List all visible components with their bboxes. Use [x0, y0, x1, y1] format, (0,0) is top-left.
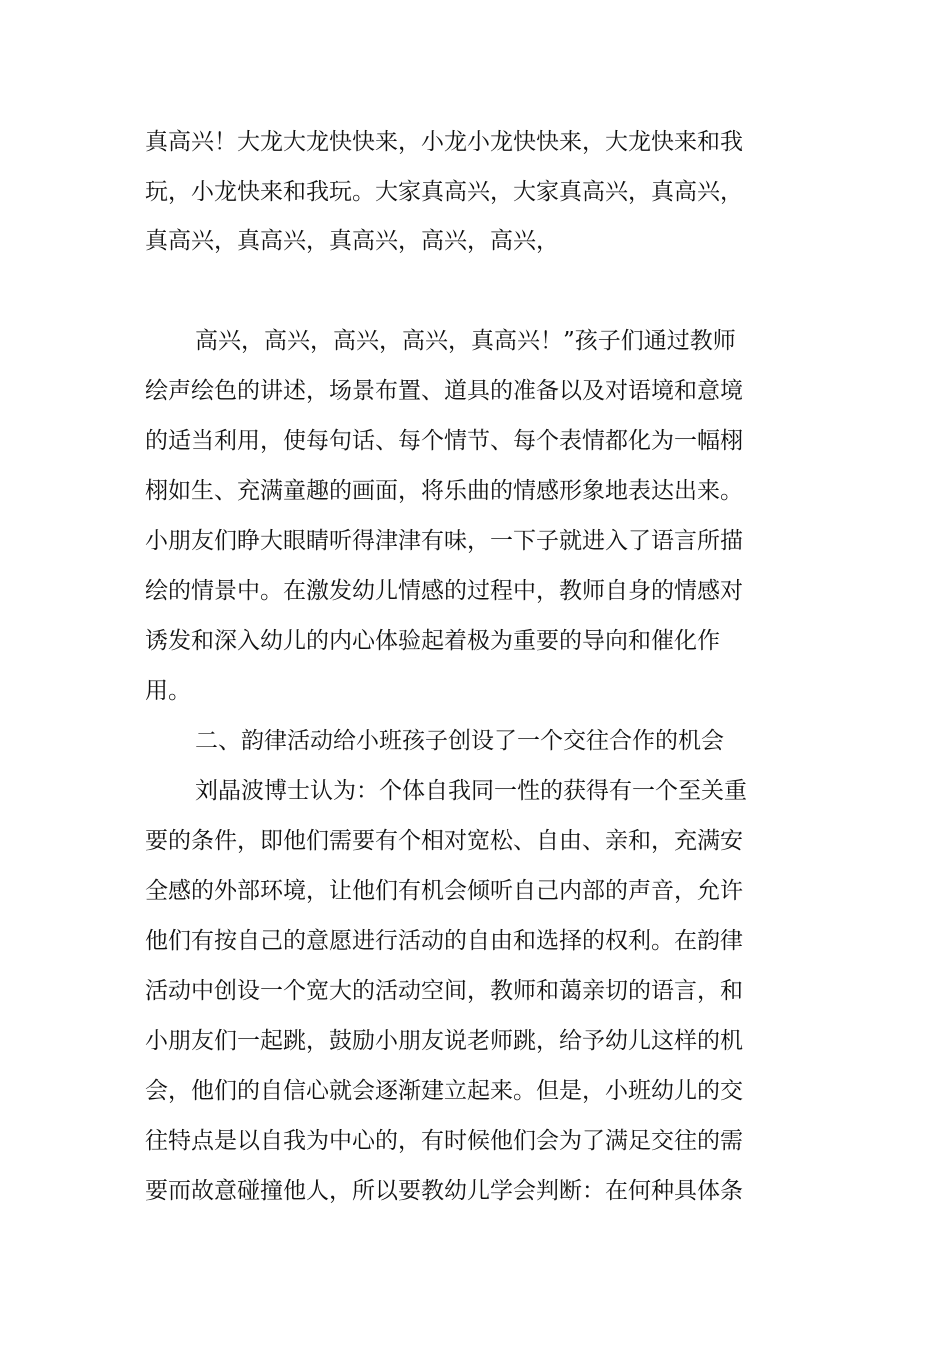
text-line: 玩，小龙快来和我玩。大家真高兴，大家真高兴，真高兴，	[145, 179, 743, 205]
text-line: 绘的情景中。在激发幼儿情感的过程中，教师自身的情感对	[145, 578, 743, 604]
text-line: 全感的外部环境，让他们有机会倾听自己内部的声音，允许	[145, 878, 743, 904]
text-line: 用。	[145, 678, 191, 704]
paragraph-first-line: 高兴，高兴，高兴，高兴，真高兴！”孩子们通过教师	[195, 328, 736, 354]
text-line: 小朋友们睁大眼睛听得津津有味，一下子就进入了语言所描	[145, 528, 743, 554]
text-line: 往特点是以自我为中心的，有时候他们会为了满足交往的需	[145, 1128, 743, 1154]
text-line: 活动中创设一个宽大的活动空间，教师和蔼亲切的语言，和	[145, 978, 743, 1004]
text-line: 会，他们的自信心就会逐渐建立起来。但是，小班幼儿的交	[145, 1078, 743, 1104]
text-line: 栩如生、充满童趣的画面，将乐曲的情感形象地表达出来。	[145, 478, 743, 504]
text-line: 真高兴，真高兴，真高兴，高兴，高兴，	[145, 228, 559, 254]
section-heading: 二、韵律活动给小班孩子创设了一个交往合作的机会	[195, 728, 724, 754]
text-line: 小朋友们一起跳，鼓励小朋友说老师跳，给予幼儿这样的机	[145, 1028, 743, 1054]
text-line: 他们有按自己的意愿进行活动的自由和选择的权利。在韵律	[145, 928, 743, 954]
paragraph-first-line: 刘晶波博士认为：个体自我同一性的获得有一个至关重	[195, 778, 747, 804]
text-line: 诱发和深入幼儿的内心体验起着极为重要的导向和催化作	[145, 628, 720, 654]
text-line: 的适当利用，使每句话、每个情节、每个表情都化为一幅栩	[145, 428, 743, 454]
text-line: 要的条件，即他们需要有个相对宽松、自由、亲和，充满安	[145, 828, 743, 854]
text-line: 真高兴！大龙大龙快快来，小龙小龙快快来，大龙快来和我	[145, 129, 743, 155]
text-line: 绘声绘色的讲述，场景布置、道具的准备以及对语境和意境	[145, 378, 743, 404]
text-line: 要而故意碰撞他人，所以要教幼儿学会判断：在何种具体条	[145, 1178, 743, 1204]
